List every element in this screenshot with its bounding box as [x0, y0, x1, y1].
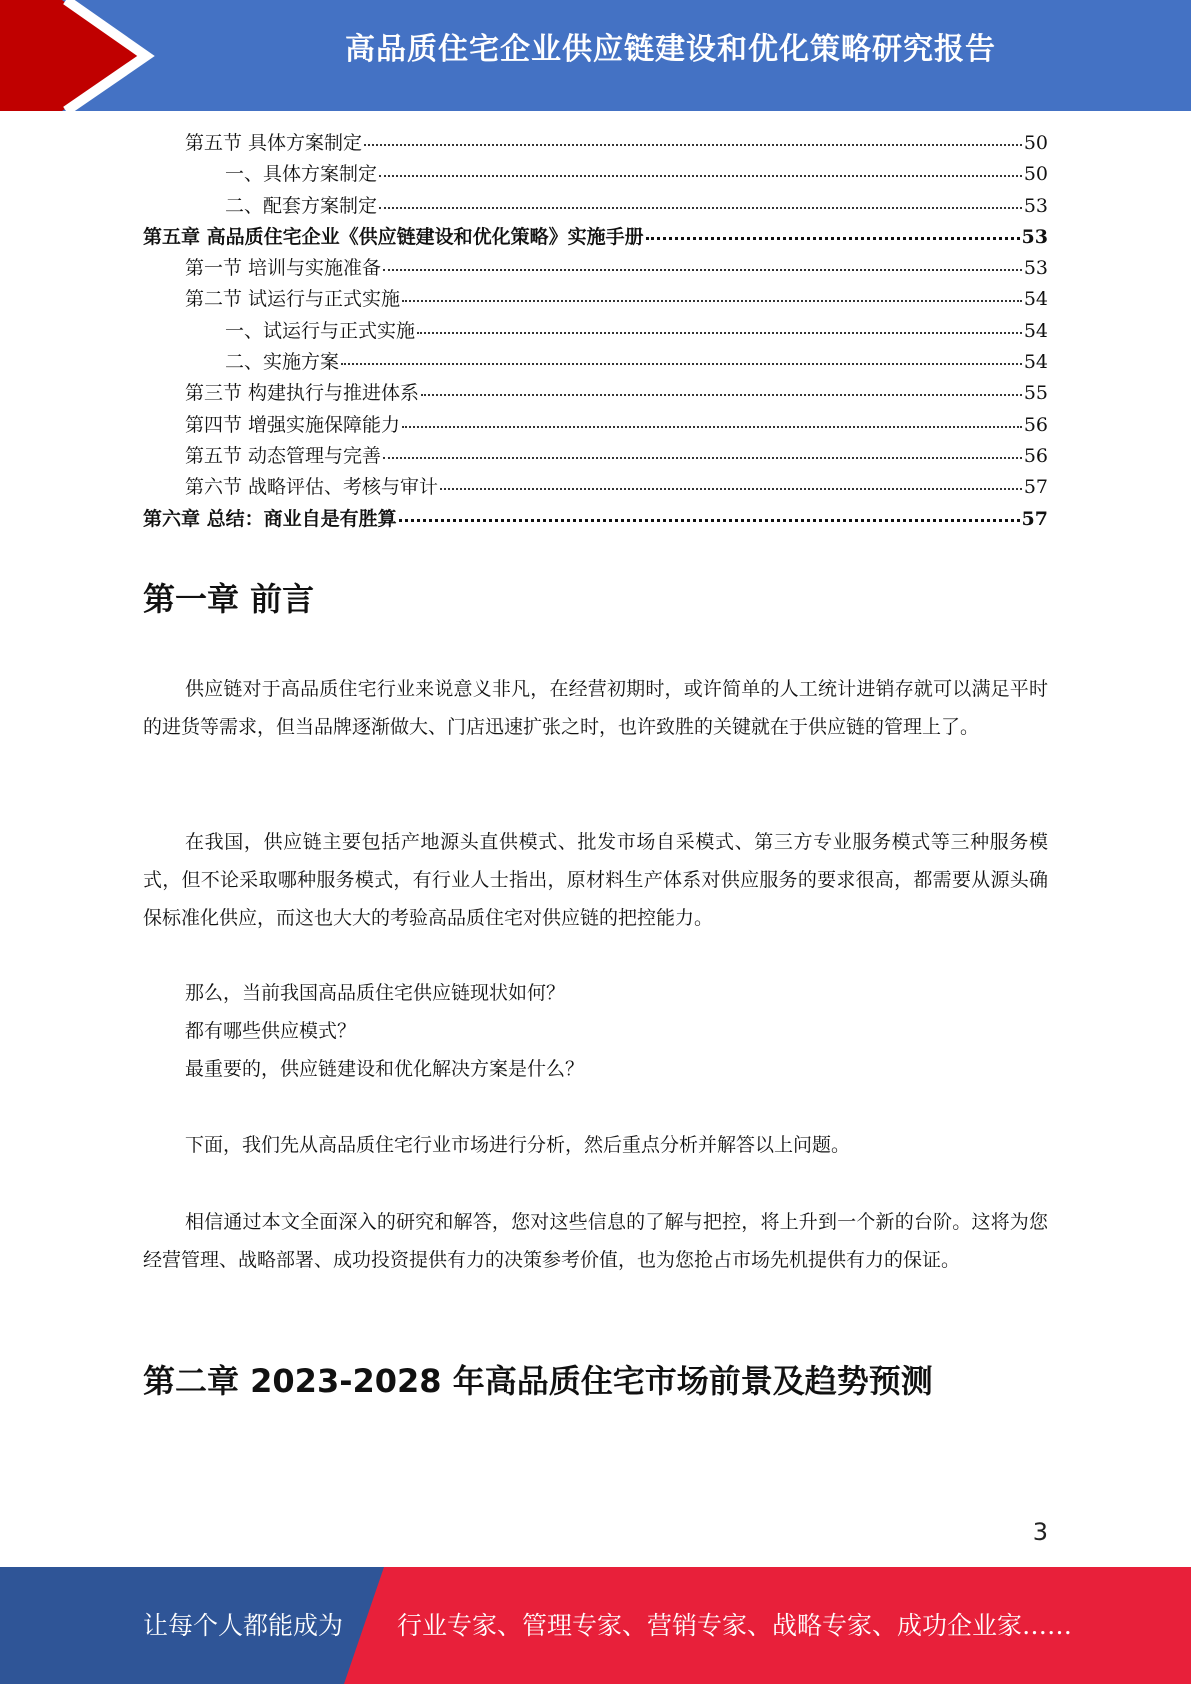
chapter-1-heading: 第一章 前言 — [143, 580, 315, 618]
toc-entry-title: 一、具体方案制定 — [225, 163, 378, 186]
toc-entry-page: 54 — [1023, 288, 1048, 311]
toc-entry-title: 一、试运行与正式实施 — [225, 319, 416, 342]
toc-entry-page: 56 — [1023, 413, 1048, 436]
question-2: 都有哪些供应模式？ — [185, 1020, 357, 1042]
toc-entry-title: 第五节 具体方案制定 — [185, 132, 363, 154]
toc-entry-title: 第六章 总结：商业自是有胜算 — [143, 507, 397, 530]
page-footer — [0, 1567, 1191, 1684]
footer-slogan-left: 让每个人都能成为 — [143, 1611, 344, 1640]
toc-entry-page: 50 — [1023, 163, 1048, 186]
toc-entry[interactable] — [143, 253, 1048, 284]
toc-entry[interactable] — [143, 472, 1048, 503]
paragraph-1: 供应链对于高品质住宅行业来说意义非凡，在经营初期时，或许简单的人工统计进销存就可以满足平时的进货等需求，但当品牌逐渐做大、门店迅速扩张之时，也许致胜的关键就在于供应链的管理上了。 — [143, 678, 1048, 738]
toc-dot-leader — [402, 300, 1022, 302]
table-of-contents — [143, 128, 1048, 535]
page-header — [0, 0, 1191, 111]
toc-dot-leader — [646, 237, 1020, 240]
toc-entry-title: 第四节 增强实施保障能力 — [185, 413, 401, 436]
paragraph-2: 在我国，供应链主要包括产地源头直供模式、批发市场自采模式、第三方专业服务模式等三种服务模式，但不论采取哪种服务模式，有行业人士指出，原材料生产体系对供应服务的要求很高，都需要从源头确保标准化供应，而这也大大的考验高品质住宅对供应链的把控能力。 — [143, 831, 1048, 929]
toc-entry[interactable] — [143, 128, 1048, 159]
toc-entry-page: 53 — [1023, 257, 1048, 280]
toc-entry-title: 第五节 动态管理与完善 — [185, 444, 382, 467]
toc-dot-leader — [399, 519, 1020, 522]
toc-dot-leader — [383, 269, 1022, 271]
toc-entry-title: 第三节 构建执行与推进体系 — [185, 382, 420, 405]
paragraph-4: 相信通过本文全面深入的研究和解答，您对这些信息的了解与把控，将上升到一个新的台阶。这将为您经营管理、战略部署、成功投资提供有力的决策参考价值，也为您抢占市场先机提供有力的保证。 — [143, 1211, 1048, 1271]
document-title: 高品质住宅企业供应链建设和优化策略研究报告 — [345, 32, 996, 67]
toc-entry[interactable] — [143, 441, 1048, 472]
toc-dot-leader — [379, 175, 1022, 177]
toc-entry[interactable] — [143, 316, 1048, 347]
toc-entry-page: 54 — [1023, 319, 1048, 342]
toc-entry[interactable] — [143, 378, 1048, 409]
question-1: 那么，当前我国高品质住宅供应链现状如何？ — [185, 982, 566, 1004]
toc-dot-leader — [421, 394, 1022, 396]
toc-entry-title: 第六节 战略评估、考核与审计 — [185, 476, 439, 499]
toc-dot-leader — [379, 207, 1022, 209]
toc-entry[interactable] — [143, 159, 1048, 190]
toc-entry[interactable] — [143, 504, 1048, 535]
page-number: 3 — [1032, 1518, 1048, 1546]
toc-entry-page: 54 — [1023, 351, 1048, 374]
toc-dot-leader — [440, 488, 1022, 490]
toc-entry[interactable] — [143, 410, 1048, 441]
toc-dot-leader — [364, 144, 1022, 146]
toc-entry-title: 第五章 高品质住宅企业《供应链建设和优化策略》实施手册 — [143, 225, 644, 248]
toc-entry-page: 56 — [1023, 444, 1048, 467]
toc-entry-page: 57 — [1023, 476, 1048, 499]
toc-dot-leader — [417, 332, 1022, 334]
toc-entry-title: 第二节 试运行与正式实施 — [185, 288, 401, 311]
toc-entry-title: 第一节 培训与实施准备 — [185, 257, 382, 280]
question-3: 最重要的，供应链建设和优化解决方案是什么？ — [185, 1058, 585, 1080]
toc-entry-page: 53 — [1023, 194, 1048, 217]
toc-entry[interactable] — [143, 191, 1048, 222]
toc-entry[interactable] — [143, 222, 1048, 253]
toc-entry[interactable] — [143, 347, 1048, 378]
paragraph-3: 下面，我们先从高品质住宅行业市场进行分析，然后重点分析并解答以上问题。 — [185, 1134, 851, 1156]
toc-dot-leader — [341, 363, 1022, 365]
toc-entry-page: 53 — [1021, 225, 1048, 248]
toc-entry-title: 二、实施方案 — [225, 351, 340, 374]
toc-dot-leader — [402, 426, 1022, 428]
toc-dot-leader — [383, 457, 1022, 459]
chapter-2-heading: 第二章 2023-2028 年高品质住宅市场前景及趋势预测 — [143, 1362, 933, 1400]
toc-entry-page: 57 — [1021, 507, 1048, 530]
toc-entry-page: 55 — [1023, 382, 1048, 405]
footer-slogan-right: 行业专家、管理专家、营销专家、战略专家、成功企业家…… — [397, 1611, 1073, 1640]
toc-entry-title: 二、配套方案制定 — [225, 194, 378, 217]
toc-entry-page: 50 — [1023, 132, 1048, 154]
toc-entry[interactable] — [143, 284, 1048, 315]
header-arrow-decoration — [0, 0, 160, 111]
